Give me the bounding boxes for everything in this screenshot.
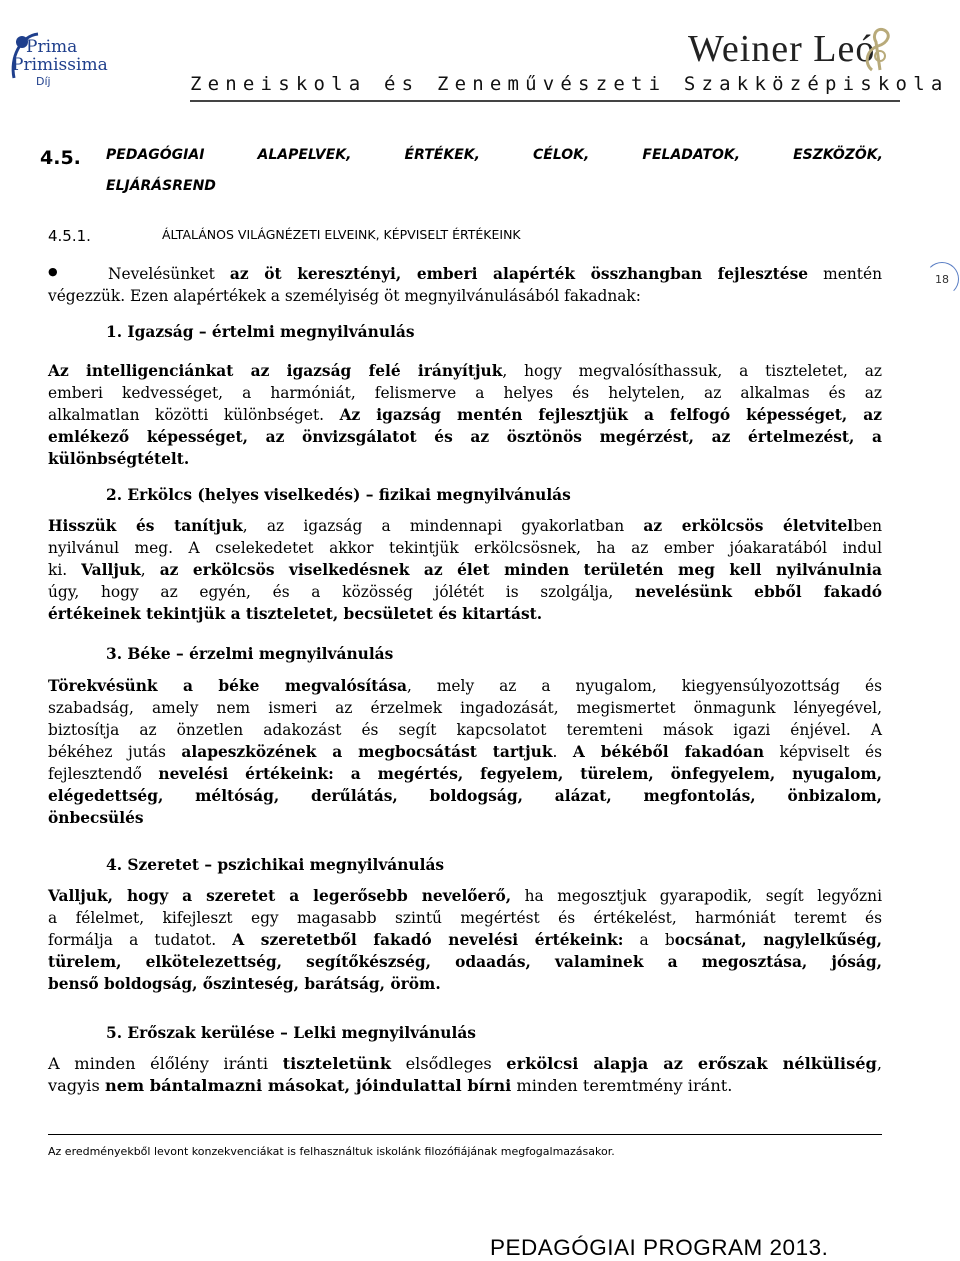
text-line: türelem, elkötelezettség, segítőkészség, odaadás, valaminek a megosztása, jóság, bbox=[48, 953, 882, 971]
page-number: 18 bbox=[925, 262, 959, 296]
value-title-love: 4. Szeretet – pszichikai megnyilvánulás bbox=[106, 856, 445, 874]
peace-paragraph bbox=[48, 675, 882, 829]
svg-text:Prima: Prima bbox=[26, 37, 78, 57]
text-line: értékeinek tekintjük a tiszteletet, becsületet és kitartást. bbox=[48, 605, 543, 623]
page-footer: PEDAGÓGIAI PROGRAM 2013. bbox=[490, 1235, 829, 1260]
text-line: Az intelligenciánkat az igazság felé irányítjuk, hogy megvalósíthassuk, a tiszteletet, az bbox=[48, 362, 882, 380]
text-line: vagyis nem bántalmazni másokat, jóindulattal bírni minden teremtmény iránt. bbox=[48, 1076, 733, 1095]
text-line: a félelmet, kifejleszt egy magasabb szintű megértést és értékelést, harmóniát teremt és bbox=[48, 909, 882, 927]
weiner-leo-logo-name: Weiner Leó bbox=[688, 28, 876, 70]
text-line: békéhez jutás alapeszközének a megbocsátást tartjuk. A békéből fakadóan képviselt és bbox=[48, 743, 882, 761]
text-line: emberi kedvességet, a harmóniát, felismerve a helyes és helytelen, az alkalmas és az bbox=[48, 384, 882, 402]
svg-text:Díj: Díj bbox=[36, 75, 51, 88]
value-title-morality: 2. Erkölcs (helyes viselkedés) – fizikai megnyilvánulás bbox=[106, 486, 571, 504]
text-line: benső boldogság, őszinteség, barátság, öröm. bbox=[48, 975, 441, 993]
text-line: alkalmatlan közötti különbséget. Az igazság mentén fejlesztjük a felfogó képességet, az bbox=[48, 406, 882, 424]
text-line: emlékező képességet, az önvizsgálatot és az ösztönös megérzést, az értelmezést, a bbox=[48, 428, 882, 446]
morality-paragraph bbox=[48, 515, 882, 625]
bullet-icon: ● bbox=[48, 265, 58, 278]
text-line: Nevelésünket az öt keresztényi, emberi alapérték összhangban fejlesztése mentén bbox=[108, 265, 882, 283]
school-name: Zeneiskola és Zeneművészeti Szakközépiskola bbox=[190, 73, 949, 95]
truth-paragraph bbox=[48, 360, 882, 470]
title-word: ESZKÖZÖK, bbox=[793, 147, 883, 163]
text-line: Törekvésünk a béke megvalósítása, mely az a nyugalom, kiegyensúlyozottság és bbox=[48, 677, 882, 695]
text-line: végezzük. Ezen alapértékek a személyiség öt megnyilvánulásából fakadnak: bbox=[48, 287, 641, 305]
title-word: PEDAGÓGIAI bbox=[106, 147, 205, 163]
text-line: formálja a tudatot. A szeretetből fakadó nevelési értékeink: a bocsánat, nagylelkűség, bbox=[48, 931, 883, 949]
text-line: biztosítja az önzetlen adakozást és segít kapcsolatot teremteni mások igazi énjével. A bbox=[48, 721, 882, 739]
intro-paragraph bbox=[48, 263, 882, 307]
title-word: ÉRTÉKEK, bbox=[404, 147, 480, 163]
section-number: 4.5. bbox=[40, 147, 81, 169]
text-line: elégedettség, méltóság, derűlátás, boldogság, alázat, megfontolás, önbizalom, bbox=[48, 787, 882, 805]
value-title-nonviolence: 5. Erőszak kerülése – Lelki megnyilvánulás bbox=[106, 1024, 476, 1042]
text-line: A minden élőlény iránti tiszteletünk elsődleges erkölcsi alapja az erőszak nélküliség, bbox=[48, 1054, 882, 1073]
value-title-truth: 1. Igazság – értelmi megnyilvánulás bbox=[106, 323, 415, 341]
subsection-title: ÁLTALÁNOS VILÁGNÉZETI ELVEINK, KÉPVISELT ÉRTÉKEINK bbox=[162, 227, 521, 242]
text-line: különbségtételt. bbox=[48, 450, 190, 468]
nonviolence-paragraph bbox=[48, 1053, 882, 1097]
title-word: FELADATOK, bbox=[642, 147, 741, 163]
section-title bbox=[106, 147, 883, 163]
text-line: ki. Valljuk, az erkölcsös viselkedésnek az élet minden területén meg kell nyilvánulnia bbox=[48, 561, 882, 579]
title-word: ALAPELVEK, bbox=[257, 147, 352, 163]
treble-clef-icon bbox=[858, 26, 898, 74]
value-title-peace: 3. Béke – érzelmi megnyilvánulás bbox=[106, 645, 394, 663]
subsection-number: 4.5.1. bbox=[48, 227, 91, 245]
text-line: fejlesztendő nevelési értékeink: a megértés, fegyelem, türelem, önfegyelem, nyugalom, bbox=[48, 765, 882, 783]
text-line: Valljuk, hogy a szeretet a legerősebb nevelőerő, ha megosztjuk gyarapodik, segít legyőzni bbox=[48, 887, 882, 905]
footnote: Az eredményekből levont konzekvenciákat is felhasználtuk iskolánk filozófiájának megfogalmazásakor. bbox=[48, 1145, 615, 1158]
svg-text:Primissima: Primissima bbox=[12, 55, 108, 75]
prima-primissima-logo bbox=[8, 28, 118, 90]
text-line: nyilvánul meg. A cselekedetet akkor tekintjük erkölcsösnek, ha az ember jóakaratából indul bbox=[48, 539, 882, 557]
text-line: önbecsülés bbox=[48, 809, 144, 827]
footnote-divider bbox=[48, 1134, 882, 1135]
header-divider bbox=[190, 100, 900, 102]
text-line: szabadság, amely nem ismeri az érzelmek ingadozását, megismertet önmagunk lényegével, bbox=[48, 699, 882, 717]
text-line: úgy, hogy az egyén, és a közösség jólétét is szolgálja, nevelésünk ebből fakadó bbox=[48, 583, 882, 601]
love-paragraph bbox=[48, 885, 882, 995]
text-line: Hisszük és tanítjuk, az igazság a mindennapi gyakorlatban az erkölcsös életvitelben bbox=[48, 517, 882, 535]
section-title-line2: ELJÁRÁSREND bbox=[106, 178, 216, 194]
title-word: CÉLOK, bbox=[533, 147, 590, 163]
